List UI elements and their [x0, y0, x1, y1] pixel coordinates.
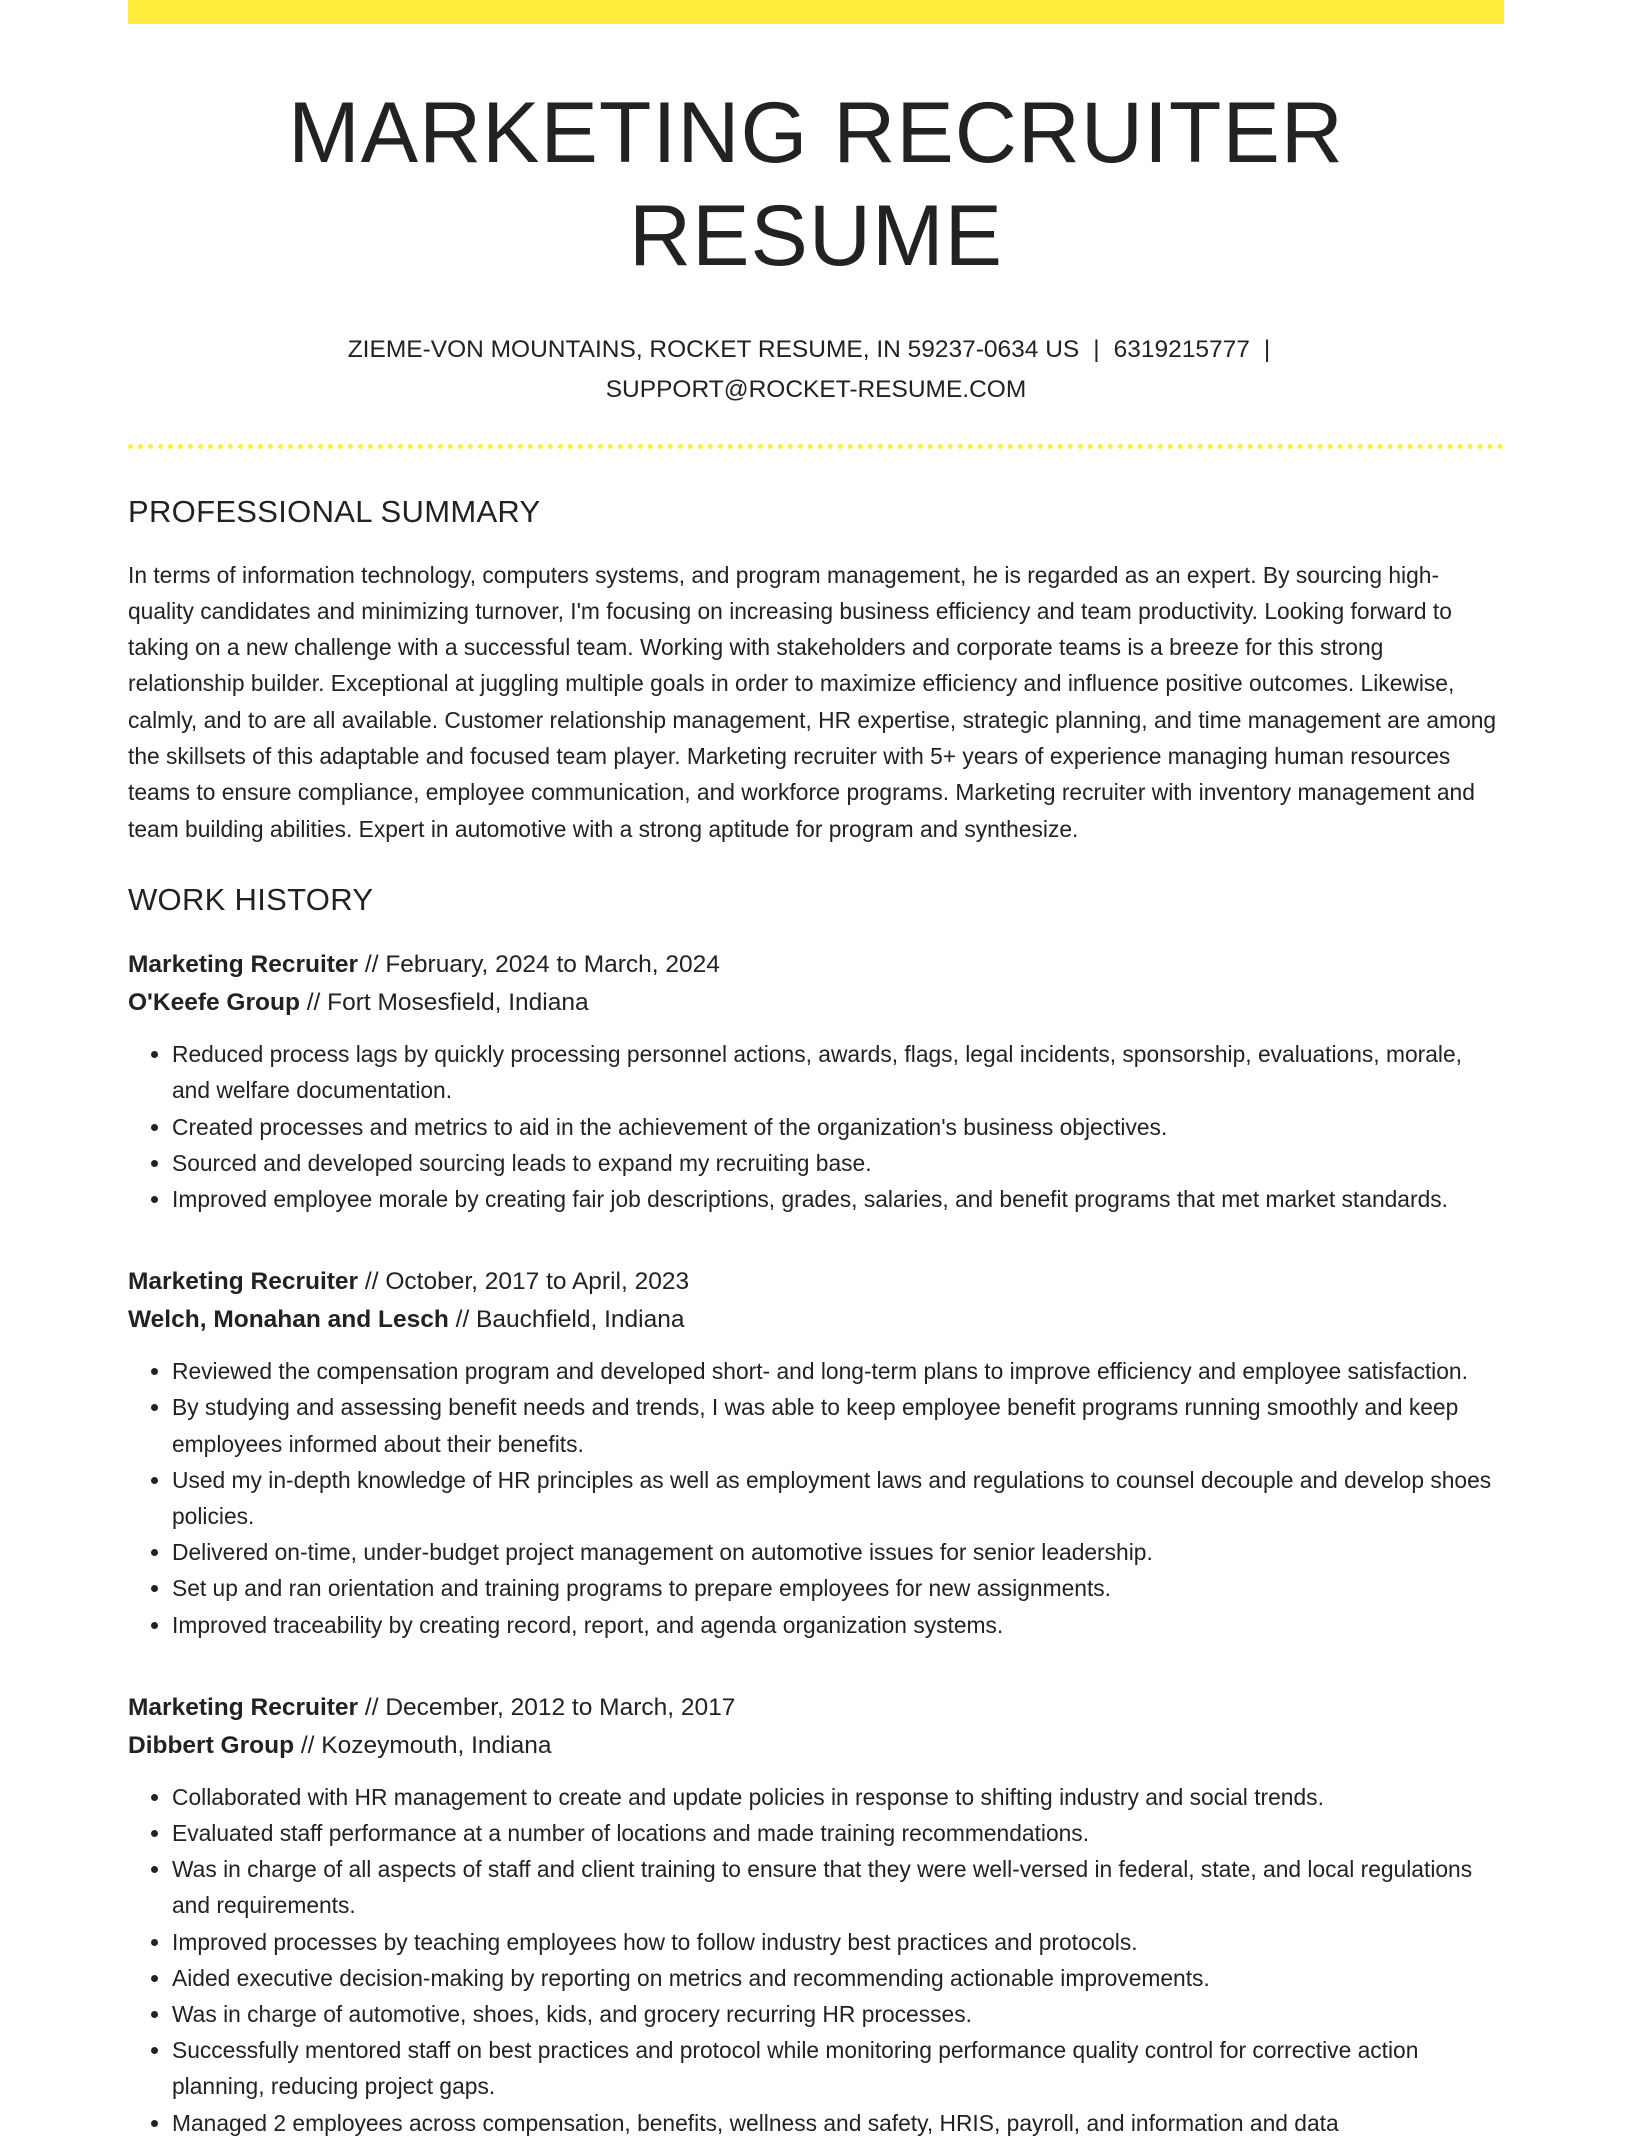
job-location: // Bauchfield, Indiana — [455, 1306, 685, 1334]
job-title-line — [128, 946, 1504, 984]
job-title: Marketing Recruiter — [128, 1268, 359, 1296]
contact-info — [316, 330, 1316, 410]
summary-text: In terms of information technology, computers systems, and program management, he is regarded as an expert. By sourcing high-quality candidates and minimizing turnover, I'm focusing on increasing business efficiency and team productivity. Looking forward to taking on a new challenge with a successful team. Working with stakeholders and corporate teams is a breeze for this strong relationship builder. Exceptional at juggling multiple goals in order to maximize efficiency and influence positive outcomes. Likewise, calmly, and to are all available. Customer relationship management, HR expertise, strategic planning, and time management are among the skillsets of this adaptable and focused team player. Marketing recruiter with 5+ years of experience managing human resources teams to ensure compliance, employee communication, and workforce programs. Marketing recruiter with inventory management and team building abilities. Expert in automotive with a strong aptitude for program and synthesize. — [128, 561, 1497, 842]
work-history-heading: WORK HISTORY — [128, 881, 374, 917]
job-bullet-item: • Reviewed the compensation program and developed short- and long-term plans to improve efficiency and employee satisfaction. — [172, 1353, 1504, 1389]
job-company: Dibbert Group — [128, 1731, 295, 1759]
job-dates: // October, 2017 to April, 2023 — [364, 1268, 690, 1296]
job-entry — [128, 946, 1504, 1217]
job-bullet-list — [128, 1353, 1504, 1643]
job-bullet-item: • Used my in-depth knowledge of HR principles as well as employment laws and regulations to counsel decouple and develop shoes policies. — [172, 1462, 1504, 1534]
job-bullet-item: • Created processes and metrics to aid in the achievement of the organization's business objectives. — [172, 1109, 1504, 1145]
job-bullet-item: • Improved employee morale by creating fair job descriptions, grades, salaries, and benefit programs that met market standards. — [172, 1181, 1504, 1217]
job-bullet-item: • Aided executive decision-making by reporting on metrics and recommending actionable improvements. — [172, 1960, 1504, 1996]
job-bullet-item: • By studying and assessing benefit needs and trends, I was able to keep employee benefit programs running smoothly and keep employees informed about their benefits. — [172, 1389, 1504, 1461]
resume-title: MARKETING RECRUITER RESUME — [288, 85, 1344, 285]
job-bullet-item: • Reduced process lags by quickly processing personnel actions, awards, flags, legal incidents, sponsorship, evaluations, morale, and welfare documentation. — [172, 1036, 1504, 1108]
job-title: Marketing Recruiter — [128, 1693, 359, 1721]
contact-address: ZIEME-VON MOUNTAINS, ROCKET RESUME, IN 59237-0634 US — [347, 336, 1080, 364]
job-company-line — [128, 984, 1504, 1022]
contact-email: SUPPORT@ROCKET-RESUME.COM — [605, 376, 1027, 404]
job-location: // Fort Mosesfield, Indiana — [306, 989, 589, 1017]
job-title-line — [128, 1689, 1504, 1727]
job-bullet-item: • Collaborated with HR management to create and update policies in response to shifting industry and social trends. — [172, 1779, 1504, 1815]
job-title: Marketing Recruiter — [128, 951, 359, 979]
job-bullet-list — [128, 1779, 1504, 2141]
job-bullet-item: • Improved processes by teaching employees how to follow industry best practices and protocols. — [172, 1924, 1504, 1960]
contact-separator: | — [1093, 336, 1100, 364]
work-history-list — [128, 946, 1504, 2141]
job-entry — [128, 1263, 1504, 1643]
contact-phone: 6319215777 — [1113, 336, 1250, 364]
resume-page — [128, 0, 1504, 2141]
job-company: Welch, Monahan and Lesch — [128, 1306, 449, 1334]
job-bullet-item: • Successfully mentored staff on best practices and protocol while monitoring performance quality control for corrective action planning, reducing project gaps. — [172, 2032, 1504, 2104]
header-divider — [128, 444, 1504, 449]
job-bullet-item: • Was in charge of all aspects of staff and client training to ensure that they were well-versed in federal, state, and local regulations and requirements. — [172, 1851, 1504, 1923]
job-dates: // December, 2012 to March, 2017 — [364, 1693, 736, 1721]
job-bullet-list — [128, 1036, 1504, 1217]
job-dates: // February, 2024 to March, 2024 — [364, 951, 720, 979]
summary-heading: PROFESSIONAL SUMMARY — [128, 494, 541, 530]
job-location: // Kozeymouth, Indiana — [300, 1731, 552, 1759]
job-bullet-item: • Managed 2 employees across compensation, benefits, wellness and safety, HRIS, payroll, and information and data — [172, 2105, 1504, 2141]
job-company: O'Keefe Group — [128, 989, 300, 1017]
job-company-line — [128, 1727, 1504, 1765]
job-bullet-item: • Improved traceability by creating record, report, and agenda organization systems. — [172, 1607, 1504, 1643]
job-bullet-item: • Delivered on-time, under-budget project management on automotive issues for senior leadership. — [172, 1534, 1504, 1570]
job-bullet-item: • Was in charge of automotive, shoes, kids, and grocery recurring HR processes. — [172, 1996, 1504, 2032]
job-entry — [128, 1689, 1504, 2141]
top-accent-bar — [128, 0, 1504, 24]
job-bullet-item: • Sourced and developed sourcing leads to expand my recruiting base. — [172, 1145, 1504, 1181]
contact-separator: | — [1263, 336, 1271, 364]
job-company-line — [128, 1301, 1504, 1339]
job-title-line — [128, 1263, 1504, 1301]
job-bullet-item: • Evaluated staff performance at a number of locations and made training recommendations. — [172, 1815, 1504, 1851]
job-bullet-item: • Set up and ran orientation and training programs to prepare employees for new assignments. — [172, 1570, 1504, 1606]
